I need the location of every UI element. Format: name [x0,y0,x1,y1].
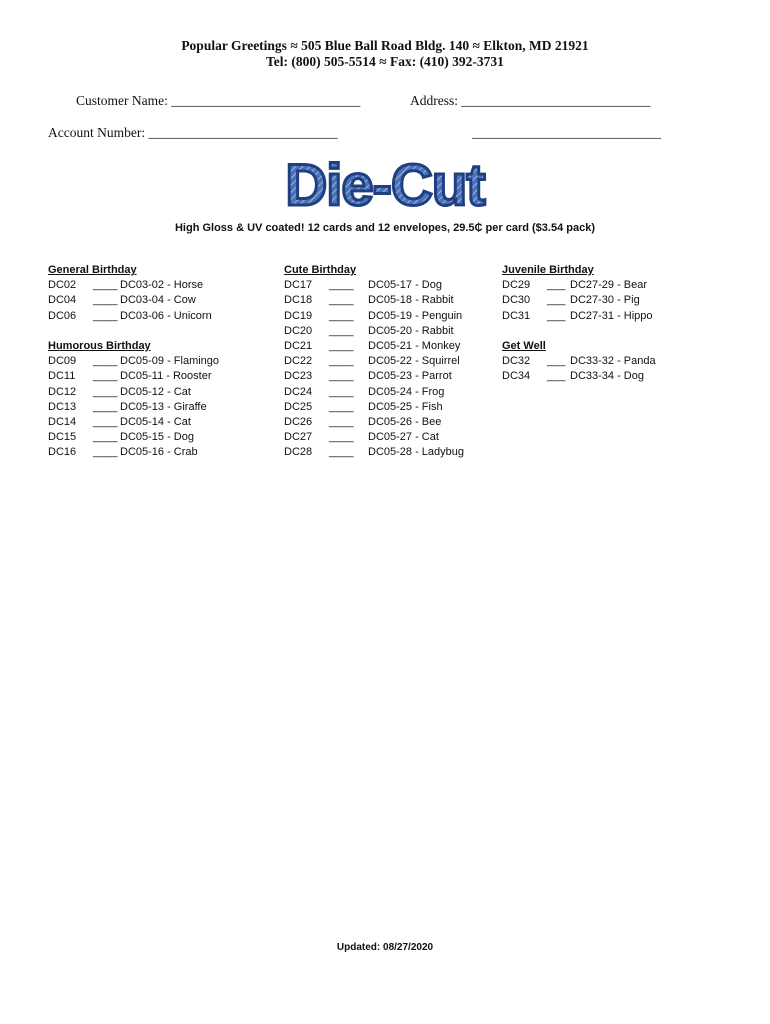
item-name: DC05-27 - Cat [368,431,439,444]
juvenile-birthday-list [502,278,722,324]
quantity-blank[interactable]: ___ [547,309,566,322]
quantity-blank[interactable]: ____ [329,294,354,307]
cute-birthday-list [284,278,484,460]
card-code: DC31 [502,309,531,322]
card-code: DC09 [48,355,77,368]
item-name: DC33-34 - Dog [570,370,644,383]
order-row [502,354,722,369]
card-code: DC11 [48,370,76,383]
quantity-blank[interactable]: ____ [93,446,118,459]
item-name: DC05-16 - Crab [120,446,198,459]
card-code: DC19 [284,309,313,322]
card-code: DC12 [48,385,77,398]
cute-birthday-heading: Cute Birthday [284,264,357,276]
customer-name-field[interactable]: Customer Name: ____________________________ [76,93,361,108]
order-row [48,309,268,324]
order-row [48,354,268,369]
quantity-blank[interactable]: ____ [329,385,354,398]
die-cut-title-graphic [255,150,515,216]
order-row [48,293,268,308]
item-name: DC05-09 - Flamingo [120,355,220,368]
quantity-blank[interactable]: ____ [93,370,118,383]
order-row [284,293,484,308]
updated-date: Updated: 08/27/2020 [336,942,434,953]
item-name: DC05-24 - Frog [368,385,445,398]
get-well-list [502,354,722,384]
address-field[interactable]: Address: ____________________________ [410,93,651,108]
company-phone-line: Tel: (800) 505-5514 ≈ Fax: (410) 392-3731 [266,54,504,69]
quantity-blank[interactable]: ___ [547,294,566,307]
order-row [48,400,268,415]
general-birthday-list [48,278,268,324]
quantity-blank[interactable]: ____ [93,279,118,292]
order-row [284,278,484,293]
item-name: DC05-19 - Penguin [368,309,463,322]
item-name: DC05-28 - Ladybug [368,446,465,459]
quantity-blank[interactable]: ____ [93,309,118,322]
order-row [48,385,268,400]
quantity-blank[interactable]: ____ [329,446,354,459]
card-code: DC28 [284,446,313,459]
card-code: DC22 [284,355,313,368]
item-name: DC05-13 - Giraffe [120,400,207,413]
die-cut-title [0,150,770,221]
card-code: DC30 [502,294,531,307]
order-row [284,385,484,400]
card-code: DC06 [48,309,77,322]
humorous-birthday-heading: Humorous Birthday [48,339,151,352]
quantity-blank[interactable]: ____ [329,355,354,368]
order-row [502,369,722,384]
card-code: DC20 [284,324,313,337]
item-name: DC05-21 - Monkey [368,339,461,352]
item-name: DC05-23 - Parrot [368,370,452,383]
card-code: DC17 [284,279,313,292]
item-name: DC03-06 - Unicorn [120,309,212,322]
order-row [48,415,268,430]
quantity-blank[interactable]: ____ [93,415,118,428]
quantity-blank[interactable]: ____ [329,431,354,444]
item-name: DC05-17 - Dog [368,279,442,292]
card-code: DC25 [284,400,313,413]
item-name: DC05-15 - Dog [120,431,194,444]
column-3 [502,263,722,385]
order-row [284,445,484,460]
quantity-blank[interactable]: ___ [547,355,566,368]
order-row [48,445,268,460]
card-code: DC23 [284,370,313,383]
card-code: DC15 [48,431,77,444]
quantity-blank[interactable]: ____ [329,370,354,383]
item-name: DC05-25 - Fish [368,400,443,413]
column-2 [284,263,484,460]
address-line2-field[interactable]: ____________________________ [472,125,661,140]
card-code: DC18 [284,294,313,307]
item-name: DC27-30 - Pig [570,294,640,307]
order-row [284,430,484,445]
item-name: DC05-22 - Squirrel [368,355,460,368]
card-code: DC34 [502,370,531,383]
quantity-blank[interactable]: ___ [547,370,566,383]
order-row [502,278,722,293]
card-code: DC21 [284,339,313,352]
card-code: DC16 [48,446,77,459]
quantity-blank[interactable]: ____ [93,431,118,444]
quantity-blank[interactable]: ____ [93,385,118,398]
order-row [48,430,268,445]
juvenile-birthday-heading: Juvenile Birthday [502,264,594,276]
item-name: DC05-26 - Bee [368,415,442,428]
order-row [284,309,484,324]
card-code: DC29 [502,279,531,292]
item-name: DC27-29 - Bear [570,279,648,292]
item-name: DC05-18 - Rabbit [368,294,454,307]
order-row [284,339,484,354]
card-code: DC04 [48,294,77,307]
order-row [284,354,484,369]
humorous-birthday-list [48,354,268,460]
card-code: DC14 [48,415,77,428]
card-code: DC26 [284,415,313,428]
item-name: DC05-12 - Cat [120,385,191,398]
item-name: DC05-11 - Rooster [120,370,212,383]
quantity-blank[interactable]: ____ [329,339,354,352]
item-name: DC03-04 - Cow [120,294,196,307]
card-code: DC32 [502,355,531,368]
quantity-blank[interactable]: ____ [329,309,354,322]
quantity-blank[interactable]: ____ [93,294,118,307]
quantity-blank[interactable]: ____ [329,279,354,292]
card-code: DC27 [284,431,313,444]
item-name: DC03-02 - Horse [120,279,204,292]
card-code: DC13 [48,400,77,413]
account-number-field[interactable]: Account Number: ____________________________ [48,125,338,140]
column-1 [48,263,268,460]
order-row [284,324,484,339]
quantity-blank[interactable]: ____ [329,324,354,337]
general-birthday-heading: General Birthday [48,264,137,276]
quantity-blank[interactable]: ____ [329,415,354,428]
get-well-heading: Get Well [502,339,546,352]
order-row [284,415,484,430]
item-name: DC33-32 - Panda [570,355,656,368]
product-description: High Gloss & UV coated! 12 cards and 12 envelopes, 29.5₵ per card ($3.54 pack) [174,222,595,234]
order-row [502,293,722,308]
card-code: DC02 [48,279,77,292]
quantity-blank[interactable]: ____ [93,400,118,413]
card-code: DC24 [284,385,313,398]
quantity-blank[interactable]: ___ [547,279,566,292]
order-row [502,309,722,324]
company-header [0,38,770,70]
die-cut-title-text: Die-Cut [285,153,485,216]
item-name: DC05-20 - Rabbit [368,324,454,337]
order-row [48,278,268,293]
order-row [48,369,268,384]
company-address-line: Popular Greetings ≈ 505 Blue Ball Road Bldg. 140 ≈ Elkton, MD 21921 [181,38,589,53]
quantity-blank[interactable]: ____ [329,400,354,413]
item-name: DC27-31 - Hippo [570,309,653,322]
order-row [284,369,484,384]
order-row [284,400,484,415]
quantity-blank[interactable]: ____ [93,355,118,368]
item-name: DC05-14 - Cat [120,415,191,428]
